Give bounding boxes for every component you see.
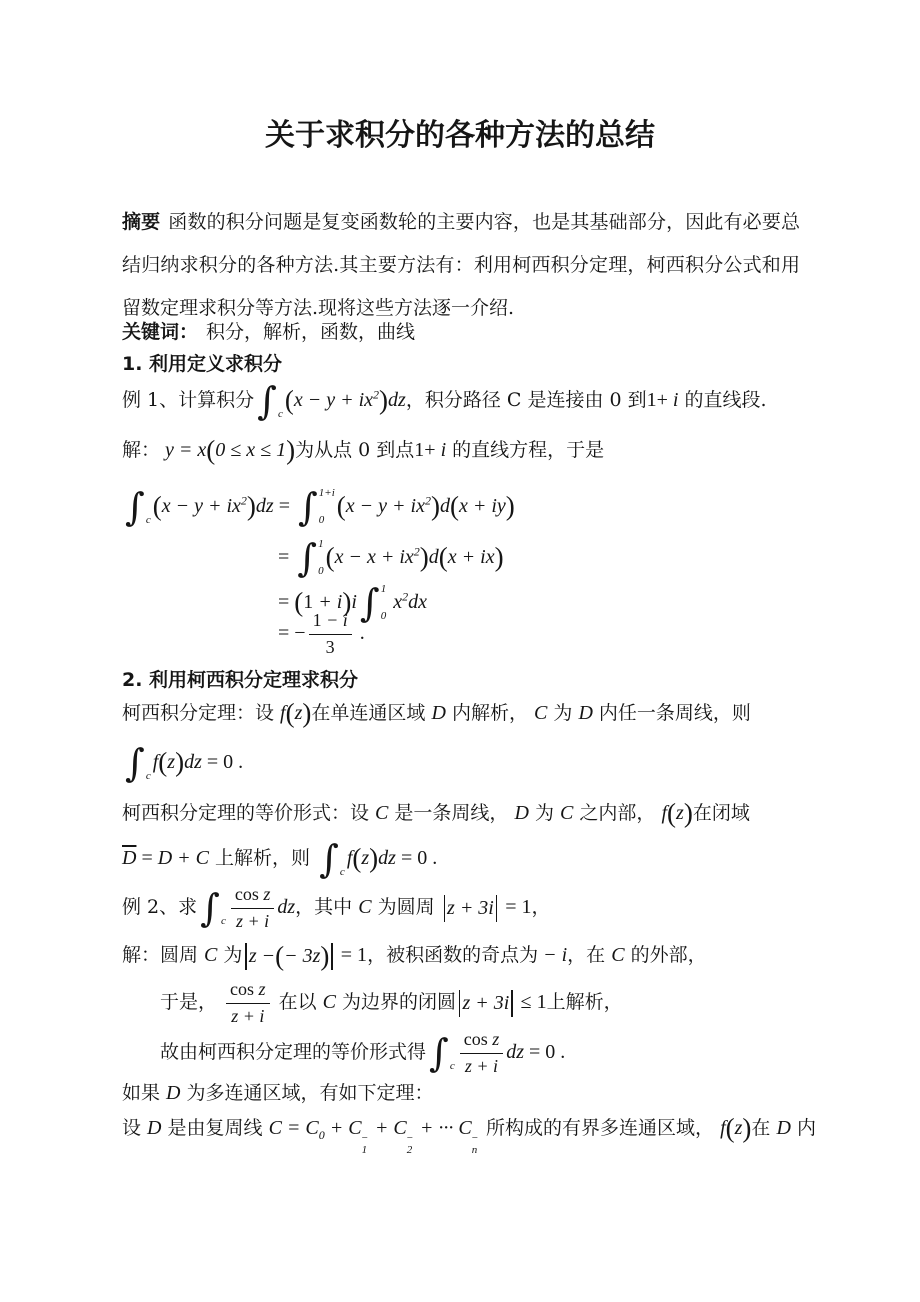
tok-math: z	[294, 702, 303, 724]
tok-math: − 3z	[284, 945, 321, 967]
tok-txt: 如果	[122, 1082, 167, 1104]
example-2-statement	[122, 884, 551, 930]
tok-big: )	[342, 587, 352, 617]
tok-txt: 为圆周	[371, 896, 441, 919]
tok-abs	[457, 980, 515, 1026]
tok-math: x − y + ix	[161, 495, 241, 517]
keywords-text: 积分，解析，函数，曲线	[206, 321, 416, 343]
tok-txt: 为从点 0 到点	[295, 439, 415, 461]
tok-rm: 1	[303, 591, 314, 613]
tok-txt: ，在	[567, 944, 612, 966]
tok-txt: 是一条周线，	[388, 802, 515, 824]
tok-frac	[460, 1029, 504, 1077]
integral-icon: ∫	[125, 485, 145, 529]
cauchy-theorem-line	[122, 690, 751, 736]
tok-txt: 上解析，	[546, 991, 623, 1014]
tok-math: C	[204, 944, 218, 966]
tok-txt: 为多连通区域，有如下定理：	[180, 1082, 434, 1104]
tok-txt: ，积分路径 C 是连接由 0 到	[405, 389, 647, 411]
tok-int: ∫ c	[125, 741, 151, 785]
tok-math: z	[492, 1029, 500, 1049]
integral-icon: ∫	[297, 485, 318, 529]
tok-math: D	[431, 702, 446, 724]
tok-math: dz	[388, 389, 406, 411]
tok-rm: 1+	[646, 389, 668, 411]
tok-big: (	[352, 843, 362, 873]
tok-big: (	[294, 587, 304, 617]
tok-math: y = x	[160, 439, 207, 461]
tok-math: f	[280, 702, 286, 724]
tok-rm: = 0 .	[524, 1041, 566, 1064]
tok-big: )	[683, 798, 693, 828]
tok-rm: 3	[325, 636, 335, 657]
tok-math: C	[611, 944, 625, 966]
tok-math: dz	[506, 1041, 525, 1064]
tok-big: (	[158, 747, 168, 777]
tok-abs	[442, 885, 500, 931]
tok-txt: 在以	[272, 991, 323, 1014]
integral-icon: ∫	[359, 581, 380, 625]
tok-math: d	[428, 546, 439, 568]
tok-math: f	[152, 751, 159, 773]
tok-rm: = 1	[500, 896, 532, 919]
tok-sup: 2	[402, 589, 409, 604]
tok-rm: 1	[312, 610, 322, 630]
tok-math: z + 3i	[462, 992, 510, 1015]
tok-rm: cos	[463, 1029, 493, 1049]
tok-math: i	[667, 389, 679, 411]
tok-txt: 在闭域	[692, 802, 750, 824]
equivalent-form-line-2	[122, 835, 437, 881]
tok-over: $\overline{D}$	[122, 847, 137, 869]
tok-math: C	[375, 802, 389, 824]
tok-math: D	[147, 1117, 162, 1139]
tok-int: ∫ 1 0	[297, 536, 324, 580]
tok-txt: 在单连通区域	[311, 702, 432, 724]
tok-txt: ，	[531, 896, 551, 919]
tok-math: x − x + ix	[334, 546, 414, 568]
tok-int: ∫ c	[257, 379, 283, 423]
tok-int: ∫ 1 0	[359, 581, 387, 625]
tok-math: + ··· C	[414, 1117, 472, 1139]
tok-math: C = C	[268, 1117, 319, 1139]
tok-ss: − 1	[361, 1132, 368, 1156]
tok-math: − i	[538, 944, 568, 966]
tok-txt: 例 2、求	[122, 896, 198, 919]
complex-contour-line	[122, 1105, 816, 1156]
tok-math: x − y + ix	[345, 495, 425, 517]
tok-math: x	[388, 591, 403, 613]
integral-icon: ∫	[319, 837, 339, 881]
tok-math: C	[358, 896, 372, 919]
tok-math: dz	[277, 896, 296, 919]
tok-math: D	[776, 1117, 791, 1139]
tok-txt: 为	[217, 944, 243, 966]
tok-rm: = −	[278, 622, 306, 645]
tok-math: d	[439, 495, 450, 517]
section-1-heading: 1. 利用定义求积分	[122, 353, 283, 375]
tok-int: ∫ c	[125, 485, 151, 529]
tok-rm: = 0 .	[201, 751, 244, 773]
tok-math: z	[258, 979, 266, 999]
tok-math: z	[361, 847, 370, 869]
tok-math: 0 ≤ x ≤ 1	[215, 439, 287, 461]
tok-math: x − y + ix	[293, 389, 374, 411]
tok-big: )	[369, 843, 379, 873]
tok-txt: 于是，	[160, 991, 224, 1014]
integral-icon: ∫	[200, 886, 220, 931]
abstract-label: 摘要	[122, 211, 161, 233]
tok-math: z + i	[236, 910, 270, 931]
tok-math: f	[720, 1117, 726, 1139]
tok-big: )	[246, 491, 256, 521]
tok-rm: =	[278, 546, 295, 568]
abstract-text: 函数的积分问题是复变函数轮的主要内容，也是其基础部分，因此有必要总结归纳求积分的各种方法.其主要方法有：利用柯西积分定理，柯西积分公式和用留数定理求积分等方法.现将这些方法逐一介绍.	[122, 211, 800, 319]
tok-rm: cos	[234, 884, 264, 904]
tok-big: )	[419, 542, 429, 572]
tok-math: D	[514, 802, 529, 824]
tok-txt: 为边界的闭圆	[336, 991, 457, 1014]
tok-big: )	[302, 698, 312, 728]
tok-math: z −	[248, 945, 276, 967]
tok-rm: = 1	[335, 944, 368, 966]
integral-icon: ∫	[297, 536, 318, 580]
tok-big: )	[742, 1113, 752, 1143]
cauchy-theorem-equation	[122, 739, 243, 785]
tok-math: z	[734, 1117, 743, 1139]
tok-rm: 1+	[414, 439, 436, 461]
integral-icon: ∫	[125, 741, 145, 785]
tok-math: C	[322, 991, 336, 1014]
tok-big: (	[667, 798, 677, 828]
tok-big: )	[505, 491, 515, 521]
tok-abs: z − ( − 3z )	[243, 933, 334, 979]
tok-txt: 柯西积分定理的等价形式：设	[122, 802, 376, 824]
tok-rm: =	[136, 847, 158, 869]
solution-2-line	[122, 932, 707, 978]
tok-ss: − 2	[406, 1132, 413, 1156]
tok-big: (	[325, 542, 335, 572]
tok-math: z + i	[464, 1055, 499, 1076]
tok-math: D	[578, 702, 593, 724]
tok-big: (	[284, 385, 294, 415]
tok-txt: ，被积函数的奇点为	[367, 944, 539, 966]
tok-txt: 是由复周线	[161, 1117, 269, 1139]
tok-big: (	[438, 542, 448, 572]
tok-big: )	[379, 385, 389, 415]
tok-math: C	[534, 702, 548, 724]
tok-sup: 2	[240, 493, 247, 508]
keywords-label: 关键词：	[122, 321, 199, 343]
tok-math: dx	[408, 591, 427, 613]
tok-txt: 的直线方程，于是	[446, 439, 605, 461]
tok-frac	[231, 884, 275, 932]
tok-txt: 上解析，则	[209, 847, 317, 869]
tok-txt: 的直线段.	[678, 389, 767, 411]
tok-txt: 解：圆周	[122, 944, 205, 966]
equation-4-result	[278, 610, 365, 656]
tok-rm: cos	[230, 979, 259, 999]
tok-frac	[309, 610, 352, 658]
tok-big: (	[336, 491, 346, 521]
tok-sub: 0	[318, 1127, 325, 1142]
tok-math: D + C	[157, 847, 210, 869]
page-title: 关于求积分的各种方法的总结	[265, 118, 655, 153]
tok-txt: 内任一条周线，则	[592, 702, 751, 724]
tok-rm: ≤ 1	[515, 991, 547, 1014]
tok-math: x + iy	[458, 495, 506, 517]
tok-math: + C	[369, 1117, 407, 1139]
tok-math: dz	[255, 495, 274, 517]
tok-math: i	[435, 439, 447, 461]
tok-math: f	[661, 802, 668, 824]
tok-txt: 内	[790, 1117, 816, 1139]
example-1-statement	[122, 377, 767, 423]
tok-math: D	[166, 1082, 181, 1104]
equation-1	[122, 483, 515, 529]
tok-int: ∫ 1+i 0	[297, 485, 335, 529]
tok-big: (	[206, 435, 216, 465]
tok-int: ∫ c	[429, 1031, 455, 1076]
tok-math: + i	[313, 591, 343, 613]
tok-txt: 设	[122, 1117, 148, 1139]
tok-ss: − n	[471, 1132, 478, 1156]
tok-big: )	[175, 747, 185, 777]
conclusion-line	[160, 1029, 565, 1075]
tok-txt: 所构成的有界多连通区域，	[479, 1117, 721, 1139]
tok-rm: = 0 .	[395, 847, 438, 869]
tok-txt: 故由柯西积分定理的等价形式得	[160, 1041, 427, 1064]
tok-big: (	[152, 491, 162, 521]
tok-sup: 2	[373, 387, 380, 402]
analytic-line	[160, 979, 623, 1025]
tok-sup: 2	[424, 493, 431, 508]
tok-txt: 例 1、计算积分	[122, 389, 255, 411]
tok-frac	[226, 979, 270, 1027]
tok-math: − i	[321, 610, 348, 630]
tok-math: dz	[378, 847, 396, 869]
tok-txt: 为	[547, 702, 579, 724]
tok-big: (	[285, 698, 295, 728]
section-2-heading: 2. 利用柯西积分定理求积分	[122, 669, 359, 691]
tok-big: )	[494, 542, 504, 572]
tok-math: f	[346, 847, 353, 869]
tok-math: i	[351, 591, 357, 613]
tok-math: z + i	[231, 1005, 265, 1026]
tok-txt: 为	[528, 802, 561, 824]
tok-math: dz	[184, 751, 202, 773]
tok-rm: .	[354, 622, 365, 645]
tok-int: ∫ c	[319, 837, 345, 881]
equivalent-form-line-1	[122, 790, 750, 836]
solution-1-line	[122, 427, 604, 473]
tok-math: z	[167, 751, 176, 773]
tok-math: z	[263, 884, 271, 904]
tok-math: z + 3i	[447, 897, 494, 920]
tok-math: C	[560, 802, 574, 824]
tok-txt: ，其中	[295, 896, 359, 919]
integral-icon: ∫	[257, 379, 277, 423]
abstract-paragraph	[122, 201, 800, 330]
tok-big: )	[430, 491, 440, 521]
tok-txt: 柯西积分定理：设	[122, 702, 281, 724]
keywords-line	[122, 320, 822, 345]
tok-rm: =	[278, 591, 295, 613]
tok-int: ∫ c	[200, 886, 226, 931]
tok-math: x + ix	[447, 546, 495, 568]
tok-math: + C	[324, 1117, 362, 1139]
tok-txt: 内解析，	[445, 702, 534, 724]
tok-txt: 在	[751, 1117, 777, 1139]
tok-math: z	[676, 802, 684, 824]
tok-txt: 的外部，	[624, 944, 707, 966]
integral-icon: ∫	[429, 1031, 449, 1076]
tok-big: (	[449, 491, 459, 521]
tok-big: (	[725, 1113, 735, 1143]
tok-txt: 之内部，	[573, 802, 662, 824]
tok-rm: =	[273, 495, 295, 517]
tok-txt: 解：	[122, 439, 161, 461]
tok-sup: 2	[413, 544, 420, 559]
tok-big: )	[286, 435, 296, 465]
equation-2	[278, 534, 504, 580]
